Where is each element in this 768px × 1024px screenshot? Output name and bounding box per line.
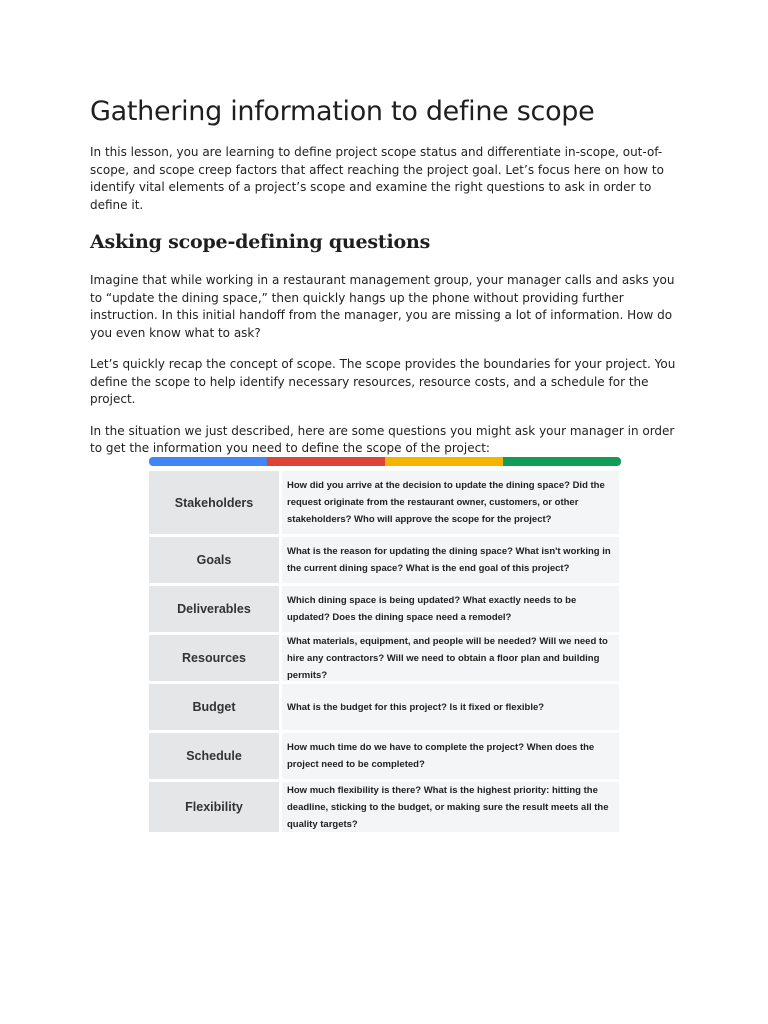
color-bar-segment-green (503, 457, 621, 466)
row-label-goals: Goals (149, 537, 279, 583)
row-label-flexibility: Flexibility (149, 782, 279, 832)
intro-paragraph: In this lesson, you are learning to define project scope status and differentiate in-scope, out-of-scope, and scope creep factors that affect reaching the project goal. Let’s focus here on how to identify vital elements of a project’s scope and examine the right questions to ask in order to define it. (90, 145, 664, 212)
body-paragraph: Imagine that while working in a restaurant management group, your manager calls and asks you to “update the dining space,” then quickly hangs up the phone without providing further instruction. In this initial handoff from the manager, you are missing a lot of information. How do you even know what to ask? (90, 273, 675, 340)
row-question-stakeholders: How did you arrive at the decision to update the dining space? Did the request originate from the restaurant owner, customers, or other stakeholders? Who will approve the scope for the project? (282, 471, 619, 534)
row-label-schedule: Schedule (149, 733, 279, 779)
table-row (149, 782, 619, 832)
table-row (149, 684, 619, 730)
table-row (149, 586, 619, 632)
scope-questions-table (149, 471, 619, 832)
row-label-stakeholders: Stakeholders (149, 471, 279, 534)
color-bar-segment-yellow (385, 457, 503, 466)
section-heading: Asking scope-defining questions (90, 231, 431, 253)
body-paragraph: Let’s quickly recap the concept of scope. The scope provides the boundaries for your project. You define the scope to help identify necessary resources, resource costs, and a schedule for the project. (90, 357, 676, 406)
table-row (149, 635, 619, 681)
row-question-flexibility: How much flexibility is there? What is the highest priority: hitting the deadline, sticking to the budget, or making sure the result meets all the quality targets? (282, 782, 619, 832)
color-bar-segment-blue (149, 457, 267, 466)
row-question-goals: What is the reason for updating the dining space? What isn't working in the current dining space? What is the end goal of this project? (282, 537, 619, 583)
color-bar-segment-red (267, 457, 385, 466)
row-label-resources: Resources (149, 635, 279, 681)
row-question-budget: What is the budget for this project? Is it fixed or flexible? (282, 684, 619, 730)
table-row (149, 733, 619, 779)
row-label-deliverables: Deliverables (149, 586, 279, 632)
table-row (149, 537, 619, 583)
scope-questions-figure (149, 457, 621, 835)
row-question-schedule: How much time do we have to complete the project? When does the project need to be completed? (282, 733, 619, 779)
body-paragraph: In the situation we just described, here are some questions you might ask your manager in order to get the information you need to define the scope of the project: (90, 423, 675, 455)
row-label-budget: Budget (149, 684, 279, 730)
table-row (149, 471, 619, 534)
color-bar (149, 457, 621, 466)
row-question-resources: What materials, equipment, and people will be needed? Will we need to hire any contractors? Will we need to obtain a floor plan and building permits? (282, 635, 619, 681)
row-question-deliverables: Which dining space is being updated? What exactly needs to be updated? Does the dining space need a remodel? (282, 586, 619, 632)
page-title: Gathering information to define scope (90, 96, 595, 127)
lesson-content (90, 94, 690, 472)
